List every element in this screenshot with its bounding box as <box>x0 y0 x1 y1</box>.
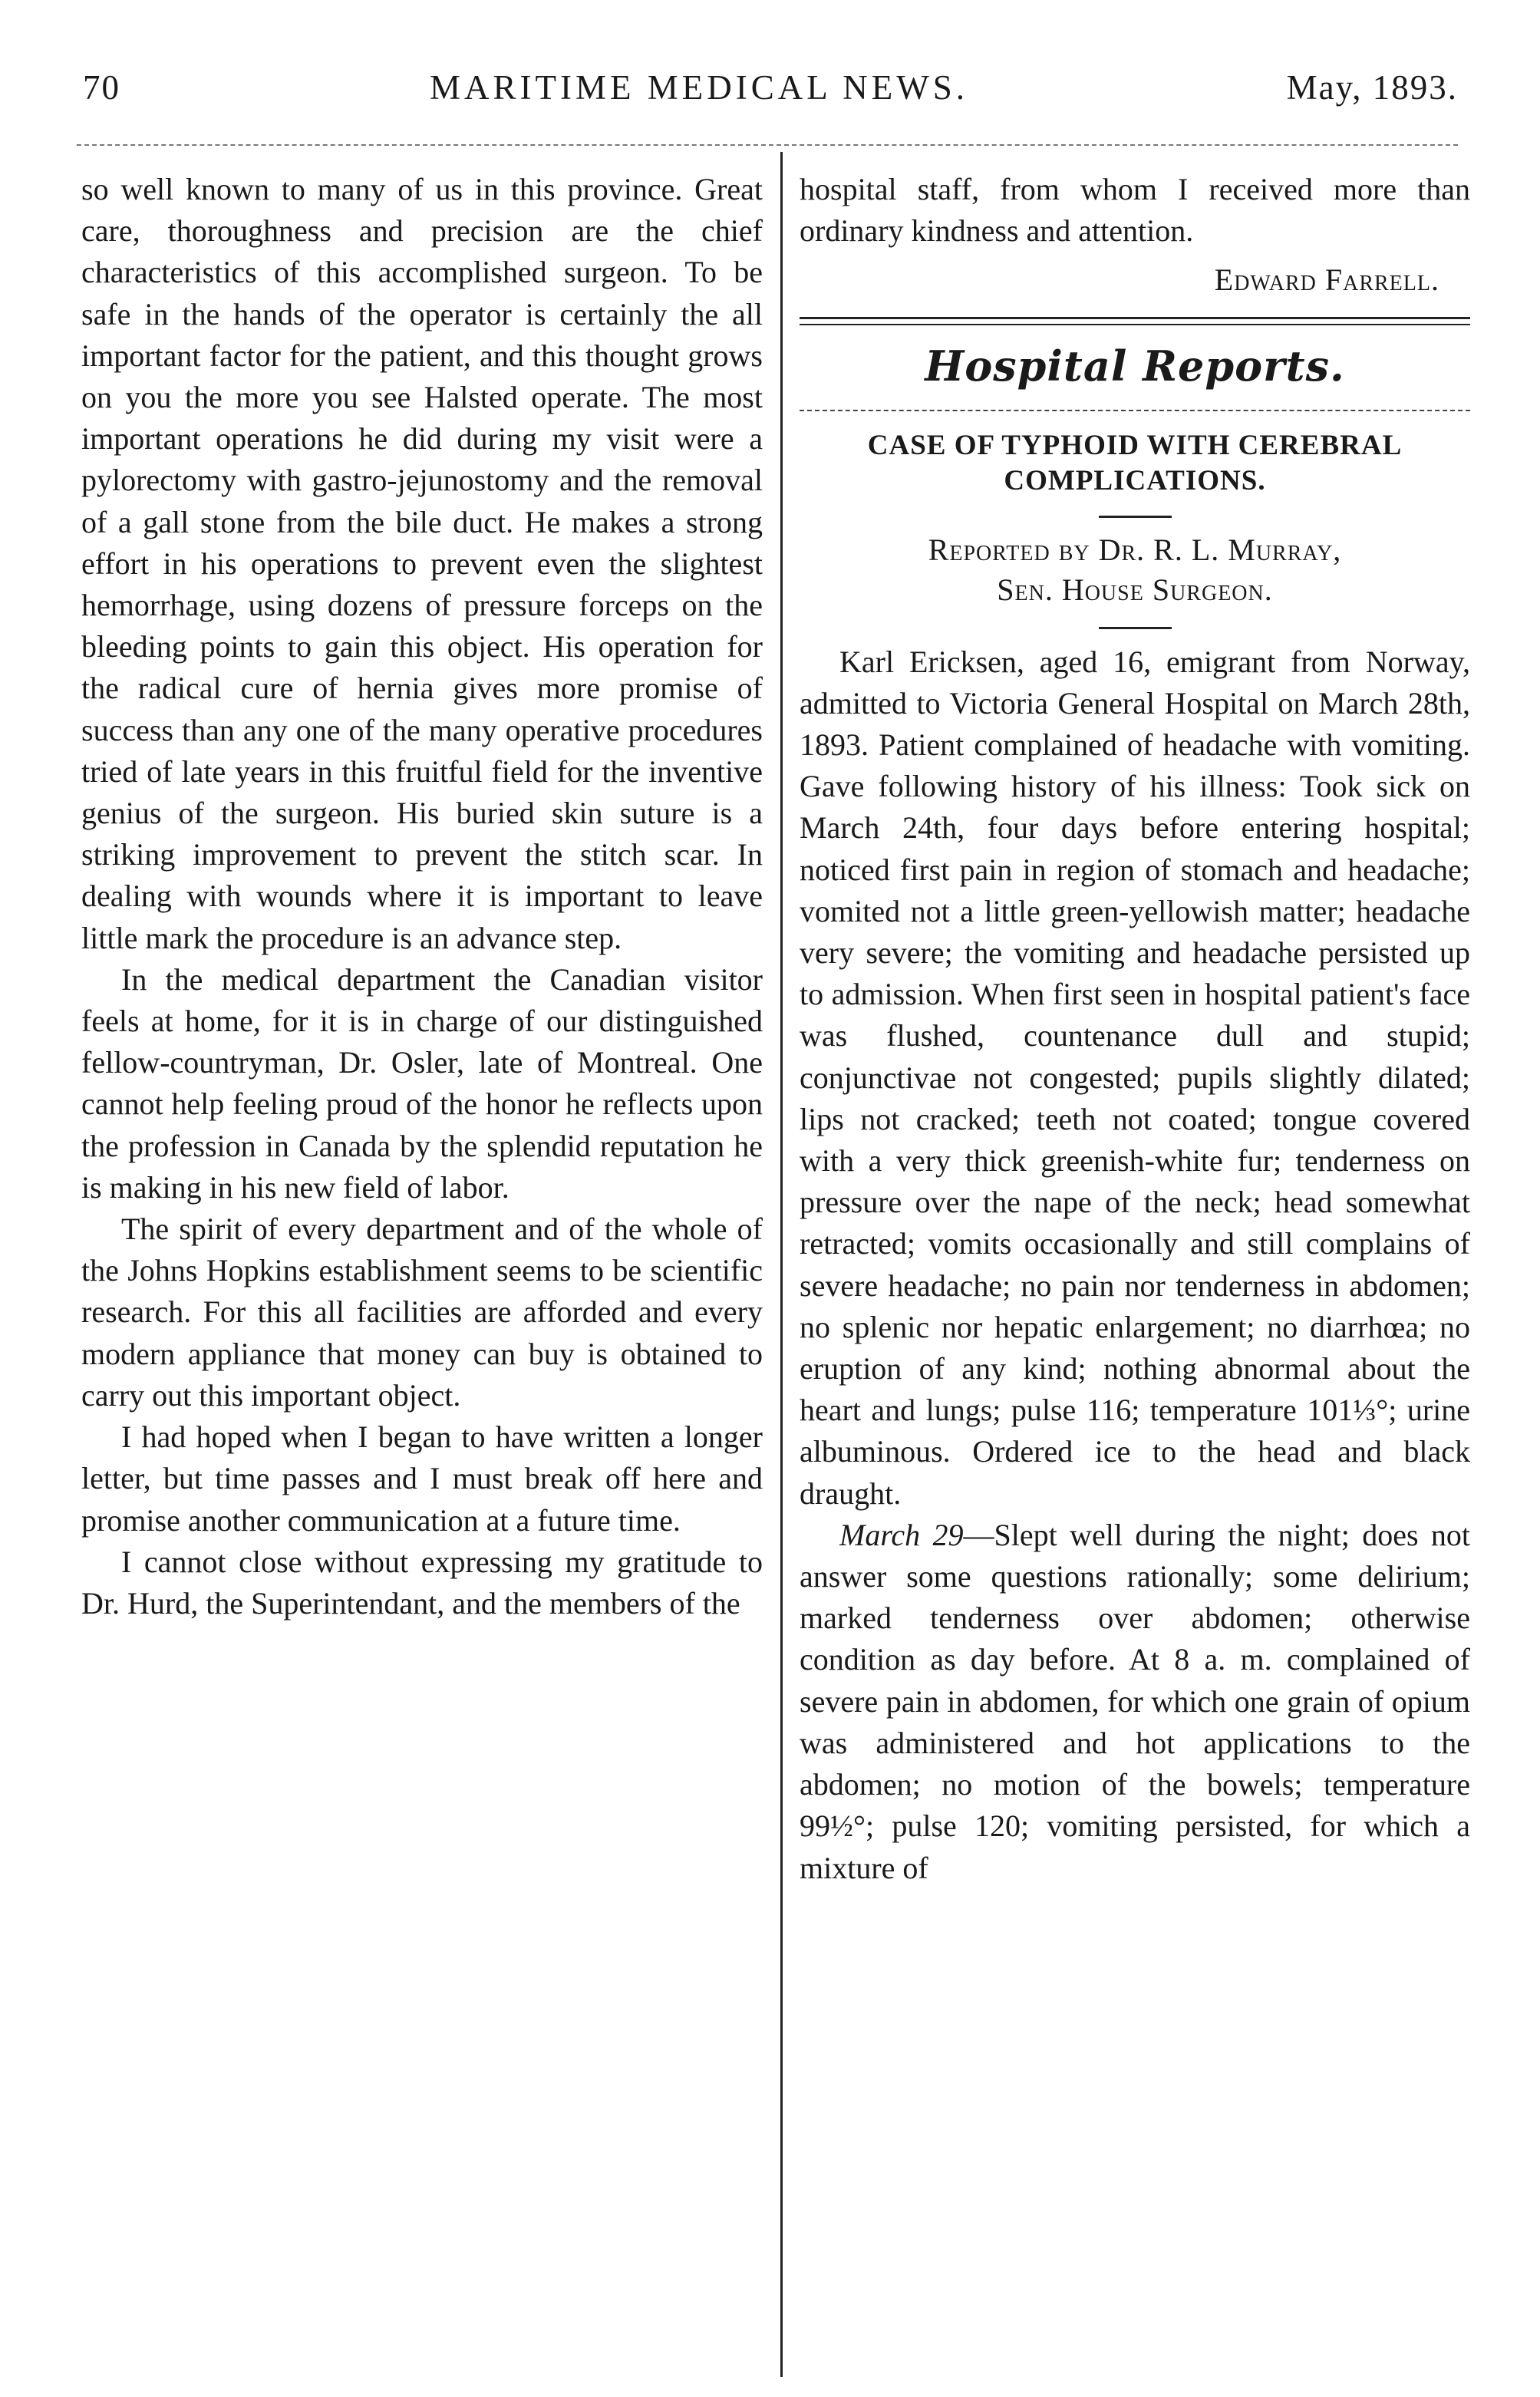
header-rule <box>77 144 1458 146</box>
section-title: Hospital Reports. <box>925 341 1345 391</box>
column-divider <box>780 152 783 2377</box>
letter-continuation: hospital staff, from whom I received more than ordinary kindness and attention. <box>800 172 1470 249</box>
reported-by-line-2: Sen. House Surgeon. <box>997 572 1273 607</box>
issue-date: May, 1893. <box>1286 68 1458 107</box>
section-dash-rule <box>800 410 1470 411</box>
left-paragraph-1: so well known to many of us in this province. Great care, thoroughness and precision are the chief characteristics of this accomplished surgeon. To be safe in the hands of the operator is certainly the all important factor for the patient, and this thought grows on you the more you see Halsted operate. The most important operations he did during my visit were a pylorectomy with gastro-jejunostomy and the removal of a gall stone from the bile duct. He makes a strong effort in his operations to prevent even the slightest hemorrhage, using dozens of pressure forceps on the bleeding points to gain this object. His operation for the radical cure of hernia gives more promise of success than any one of the many operative procedures tried of late years in this fruitful field for the inventive genius of the surgeon. His buried skin suture is a striking improvement to prevent the stitch scar. In dealing with wounds where it is important to leave little mark the procedure is an advance step. <box>81 172 763 955</box>
reported-by-line-1: Reported by Dr. R. L. Murray, <box>928 532 1342 567</box>
case-title-rule <box>1099 516 1172 518</box>
case-title: CASE OF TYPHOID WITH CEREBRAL COMPLICATIONS. <box>867 429 1403 496</box>
left-paragraph-2: In the medical department the Canadian visitor feels at home, for it is in charge of our distinguished fellow-countryman, Dr. Osler, late of Montreal. One cannot help feeling proud of the honor he reflects upon the profession in Canada by the splendid reputation he is making in his new field of labor. <box>81 961 763 1205</box>
left-paragraph-3: The spirit of every department and of the whole of the Johns Hopkins establishment seems to be scientific research. For this all facilities are afforded and every modern appliance that money can buy is obtained to carry out this important object. <box>81 1212 763 1413</box>
case-entry-date: March 29 <box>839 1517 964 1552</box>
letter-signature: Edward Farrell. <box>1214 262 1439 298</box>
reported-rule <box>1099 627 1172 629</box>
case-paragraph-1: Karl Ericksen, aged 16, emigrant from Norway, admitted to Victoria General Hospital on March 28th, 1893. Patient complained of headache with vomiting. Gave following history of his illness: Took sick on March 24th, four days before entering hospital; noticed first pain in region of stomach and headache; vomited not a little green-yellowish matter; headache very severe; the vomiting and headache persisted up to admission. When first seen in hospital patient's face was flushed, countenance dull and stupid; conjunctivae not congested; pupils slightly dilated; lips not cracked; teeth not coated; tongue covered with a very thick greenish-white fur; tenderness on pressure over the nape of the neck; head somewhat retracted; vomits occasionally and still complains of severe headache; no pain nor tenderness in abdomen; no splenic nor hepatic enlargement; no diarrhœa; no eruption of any kind; nothing abnormal about the heart and lungs; pulse 116; temperature 101⅓°; urine albuminous. Ordered ice to the head and black draught. <box>800 644 1470 1511</box>
page-header <box>77 68 1458 121</box>
right-column <box>800 169 1470 1889</box>
page-number: 70 <box>83 68 120 107</box>
case-paragraph-2 <box>800 1515 1470 1889</box>
left-column <box>81 169 763 1624</box>
section-double-rule <box>800 317 1470 325</box>
reported-by <box>800 530 1470 610</box>
case-entry-text: —Slept well during the night; does not answer some questions rationally; some delirium; marked tenderness over abdomen; otherwise condition as day before. At 8 a. m. complained of severe pain in abdomen, for which one grain of opium was administered and hot applications to the abdomen; no motion of the bowels; temperature 99½°; pulse 120; vomiting persisted, for which a mixture of <box>800 1517 1471 1885</box>
left-paragraph-5: I cannot close without expressing my gratitude to Dr. Hurd, the Superintendant, and the members of the <box>81 1544 763 1621</box>
journal-title: MARITIME MEDICAL NEWS. <box>430 68 969 107</box>
left-paragraph-4: I had hoped when I began to have written a longer letter, but time passes and I must break off here and promise another communication at a future time. <box>81 1419 763 1538</box>
